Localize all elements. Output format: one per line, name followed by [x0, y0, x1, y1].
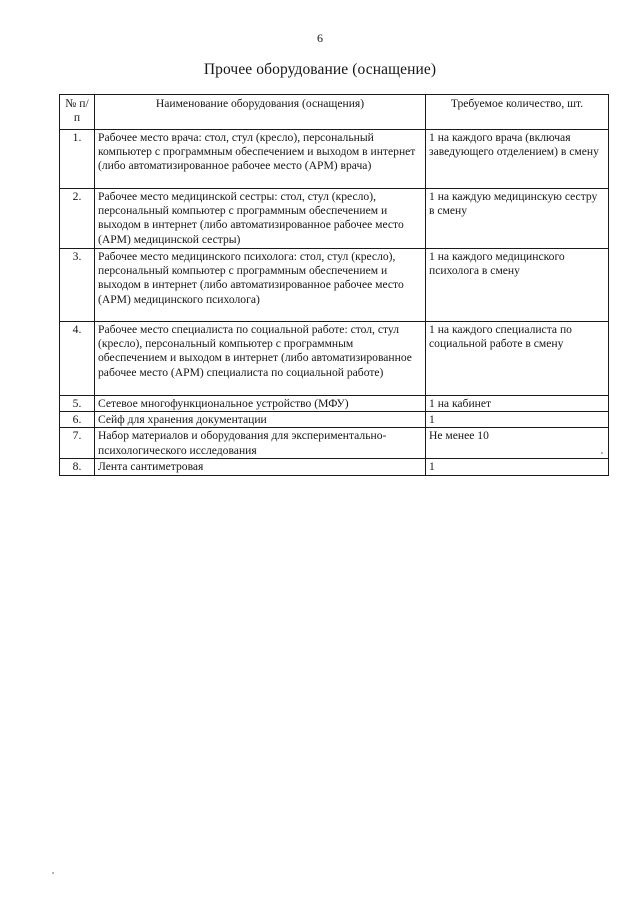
row-num: 5.: [60, 396, 95, 412]
row-qty: 1 на каждого врача (включая заведующего отделением) в смену: [426, 130, 609, 189]
row-qty: 1 на кабинет: [426, 396, 609, 412]
table-row: [60, 428, 609, 459]
equipment-table: [59, 94, 609, 476]
row-name: Набор материалов и оборудования для экспериментально-психологического исследования: [95, 428, 426, 459]
row-num: 1.: [60, 130, 95, 189]
page-number: 6: [317, 31, 323, 45]
table-row: [60, 189, 609, 249]
row-qty: 1 на каждого специалиста по социальной работе в смену: [426, 322, 609, 396]
row-name: Рабочее место медицинского психолога: стол, стул (кресло), персональный компьютер с программным обеспечением и выходом в интернет (либо автоматизированное рабочее место (АРМ) медицинского психолога): [95, 249, 426, 322]
row-name: Сейф для хранения документации: [95, 412, 426, 428]
row-qty: 1 на каждую медицинскую сестру в смену: [426, 189, 609, 249]
table-row: [60, 459, 609, 475]
row-qty: 1 на каждого медицинского психолога в смену: [426, 249, 609, 322]
table-row: [60, 249, 609, 322]
row-name: Лента сантиметровая: [95, 459, 426, 475]
table-row: [60, 322, 609, 396]
table-row: [60, 130, 609, 189]
row-name: Рабочее место медицинской сестры: стол, стул (кресло), персональный компьютер с программным обеспечением и выходом в интернет (либо автоматизированное рабочее место (АРМ) медицинской сестры): [95, 189, 426, 249]
row-num: 6.: [60, 412, 95, 428]
row-num: 7.: [60, 428, 95, 459]
row-qty: Не менее 10: [426, 428, 609, 459]
row-name: Рабочее место специалиста по социальной работе: стол, стул (кресло), персональный компьютер с программным обеспечением и выходом в интернет (либо автоматизированное рабочее место (АРМ) специалиста по социальной работе): [95, 322, 426, 396]
row-qty: 1: [426, 459, 609, 475]
row-num: 2.: [60, 189, 95, 249]
row-num: 8.: [60, 459, 95, 475]
page-title: Прочее оборудование (оснащение): [203, 61, 437, 78]
table-row: [60, 396, 609, 412]
header-name: Наименование оборудования (оснащения): [95, 95, 426, 130]
header-num: № п/п: [60, 95, 95, 130]
scan-artifact: [52, 872, 54, 874]
row-qty: 1: [426, 412, 609, 428]
scan-artifact: [601, 452, 603, 454]
header-qty: Требуемое количество, шт.: [426, 95, 609, 130]
table-row: [60, 412, 609, 428]
row-num: 4.: [60, 322, 95, 396]
row-name: Рабочее место врача: стол, стул (кресло), персональный компьютер с программным обеспечением и выходом в интернет (либо автоматизированное рабочее место (АРМ) врача): [95, 130, 426, 189]
row-num: 3.: [60, 249, 95, 322]
table-header-row: [60, 95, 609, 130]
row-name: Сетевое многофункциональное устройство (МФУ): [95, 396, 426, 412]
